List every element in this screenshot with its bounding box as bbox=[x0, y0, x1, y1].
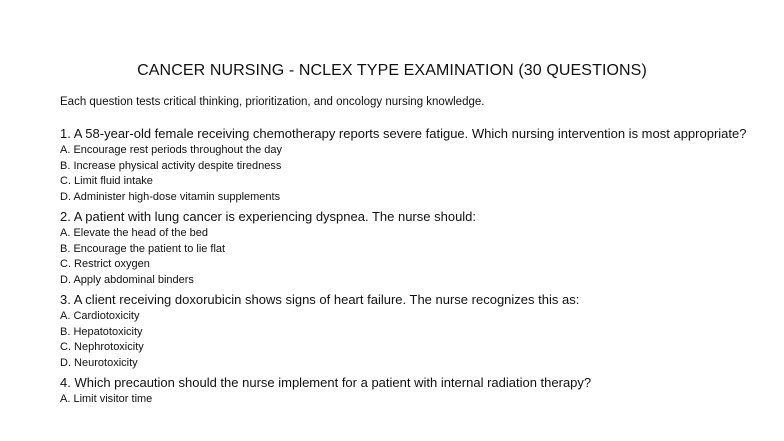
option-list bbox=[60, 226, 760, 288]
option-b: B. Increase physical activity despite tiredness bbox=[60, 159, 282, 172]
question-2 bbox=[60, 208, 760, 288]
option-c: C. Nephrotoxicity bbox=[60, 341, 144, 353]
option-c: C. Restrict oxygen bbox=[60, 258, 150, 270]
option-b: B. Encourage the patient to lie flat bbox=[60, 242, 226, 255]
option-d: D. Apply abdominal binders bbox=[60, 273, 194, 286]
option-b: B. Hepatotoxicity bbox=[60, 325, 143, 338]
question-list bbox=[60, 125, 760, 411]
option-c: C. Limit fluid intake bbox=[60, 175, 153, 187]
document-intro: Each question tests critical thinking, prioritization, and oncology nursing knowledge. bbox=[60, 96, 485, 108]
document-title: CANCER NURSING - NCLEX TYPE EXAMINATION (30 QUESTIONS) bbox=[137, 62, 647, 79]
option-list bbox=[60, 392, 760, 408]
option-a: A. Limit visitor time bbox=[60, 393, 153, 405]
question-1 bbox=[60, 125, 760, 205]
question-stem: 1. A 58-year-old female receiving chemotherapy reports severe fatigue. Which nursing intervention is most appropriate? bbox=[60, 126, 747, 141]
option-list bbox=[60, 143, 760, 205]
option-d: D. Neurotoxicity bbox=[60, 356, 138, 369]
option-a: A. Elevate the head of the bed bbox=[60, 227, 209, 239]
option-a: A. Encourage rest periods throughout the day bbox=[60, 144, 282, 156]
question-3 bbox=[60, 291, 760, 371]
option-d: D. Administer high-dose vitamin supplements bbox=[60, 190, 281, 203]
question-stem: 3. A client receiving doxorubicin shows signs of heart failure. The nurse recognizes this as: bbox=[60, 292, 580, 307]
question-4 bbox=[60, 374, 760, 408]
question-stem: 4. Which precaution should the nurse implement for a patient with internal radiation therapy? bbox=[60, 375, 592, 390]
option-list bbox=[60, 309, 760, 371]
question-stem: 2. A patient with lung cancer is experiencing dyspnea. The nurse should: bbox=[60, 209, 477, 224]
option-a: A. Cardiotoxicity bbox=[60, 310, 140, 322]
